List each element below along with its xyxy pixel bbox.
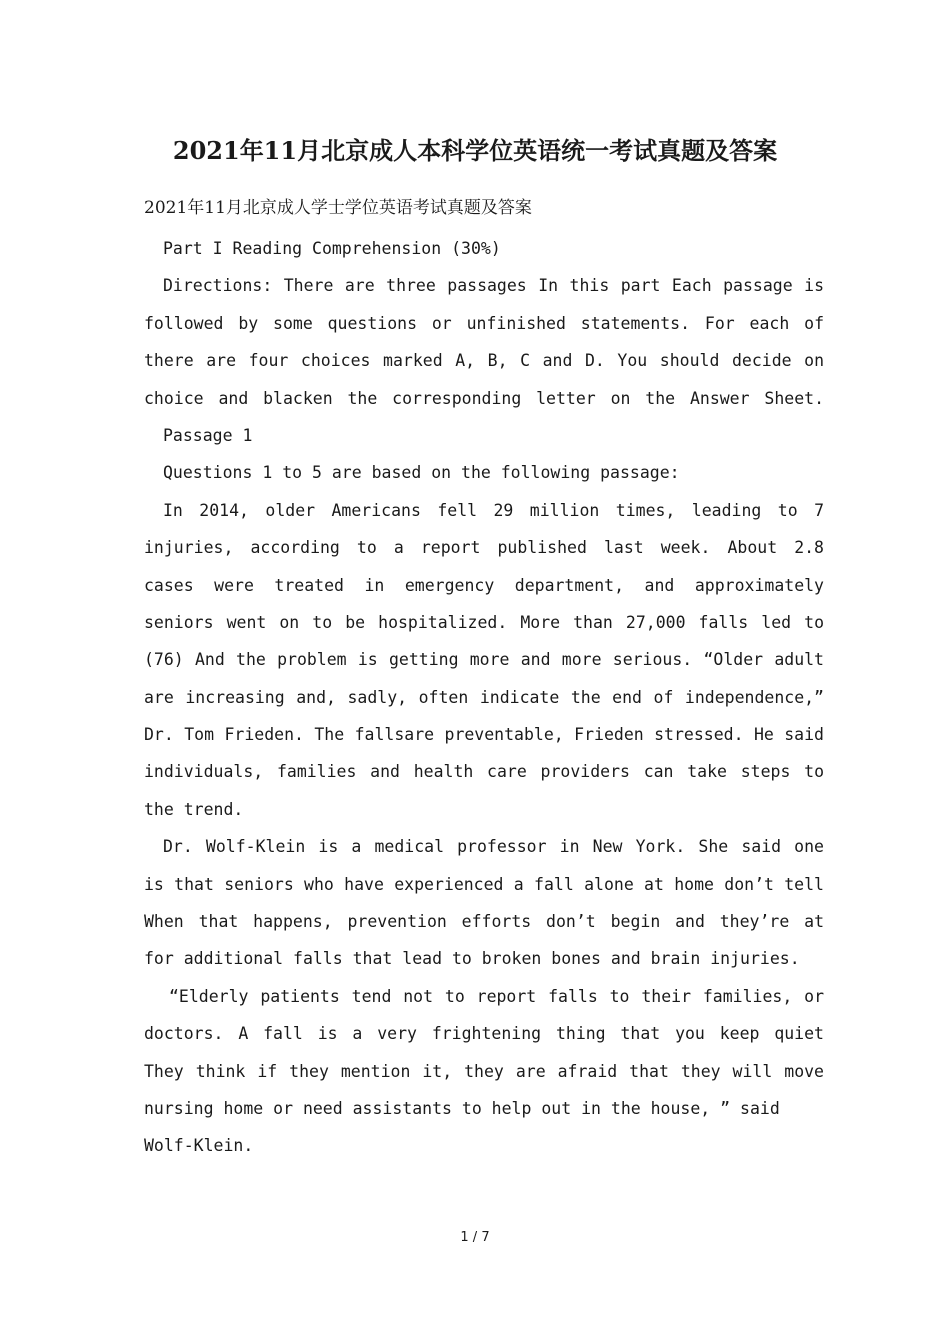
directions-line: Directions: There are three passages In this part Each passage is xyxy=(163,276,824,296)
questions-intro-text: Questions 1 to 5 are based on the following passage: xyxy=(163,463,680,483)
paragraph-line: When that happens, prevention efforts don’t begin and they’re at xyxy=(144,912,824,932)
page-title: 2021年11月北京成人本科学位英语统一考试真题及答案 xyxy=(172,136,778,165)
paragraph-line: cases were treated in emergency department, and approximately xyxy=(144,575,824,595)
passage-paragraph-2 xyxy=(144,828,824,978)
paragraph-line: are increasing and, sadly, often indicate the end of independence,” xyxy=(144,687,824,707)
paragraph-line: They think if they mention it, they are afraid that they will move xyxy=(144,1061,824,1081)
paragraph-line: is that seniors who have experienced a fall alone at home don’t tell xyxy=(144,874,824,894)
directions-line: there are four choices marked A, B, C and D. You should decide on xyxy=(144,351,824,371)
passage-paragraph-3 xyxy=(144,978,824,1165)
directions-paragraph xyxy=(144,267,824,417)
part-heading-text: Part I Reading Comprehension (30%) xyxy=(163,239,501,258)
passage-paragraph-1 xyxy=(144,492,824,829)
paragraph-line: injuries, according to a report published last week. About 2.8 xyxy=(144,538,824,558)
paragraph-line: (76) And the problem is getting more and more serious. “Older adult xyxy=(144,650,824,670)
directions-line: choice and blacken the corresponding letter on the Answer Sheet. xyxy=(144,388,824,408)
document-subtitle: 2021年11月北京成人学士学位英语考试真题及答案 xyxy=(144,198,532,218)
paragraph-line: individuals, families and health care providers can take steps to xyxy=(144,762,824,782)
paragraph-line: seniors went on to be hospitalized. More than 27,000 falls led to xyxy=(144,612,824,632)
paragraph-line: Wolf-Klein. xyxy=(144,1136,254,1156)
part-heading xyxy=(144,230,824,267)
page-number: 1 / 7 xyxy=(460,1230,490,1245)
paragraph-line: Dr. Tom Frieden. The fallsare preventable, Frieden stressed. He said xyxy=(144,725,824,745)
questions-intro xyxy=(144,454,824,491)
paragraph-line: the trend. xyxy=(144,799,244,819)
document-body xyxy=(144,230,824,1165)
passage-label-text: Passage 1 xyxy=(163,425,253,445)
paragraph-line: In 2014, older Americans fell 29 million times, leading to 7 xyxy=(163,500,824,520)
paragraph-line: nursing home or need assistants to help out in the house, ” said xyxy=(144,1098,780,1118)
paragraph-line: Dr. Wolf-Klein is a medical professor in New York. She said one xyxy=(163,837,824,857)
directions-line: followed by some questions or unfinished statements. For each of xyxy=(144,313,824,333)
paragraph-line: “Elderly patients tend not to report falls to their families, or xyxy=(169,986,824,1006)
passage-label xyxy=(144,417,824,454)
paragraph-line: for additional falls that lead to broken bones and brain injuries. xyxy=(144,949,800,969)
paragraph-line: doctors. A fall is a very frightening thing that you keep quiet xyxy=(144,1024,824,1044)
